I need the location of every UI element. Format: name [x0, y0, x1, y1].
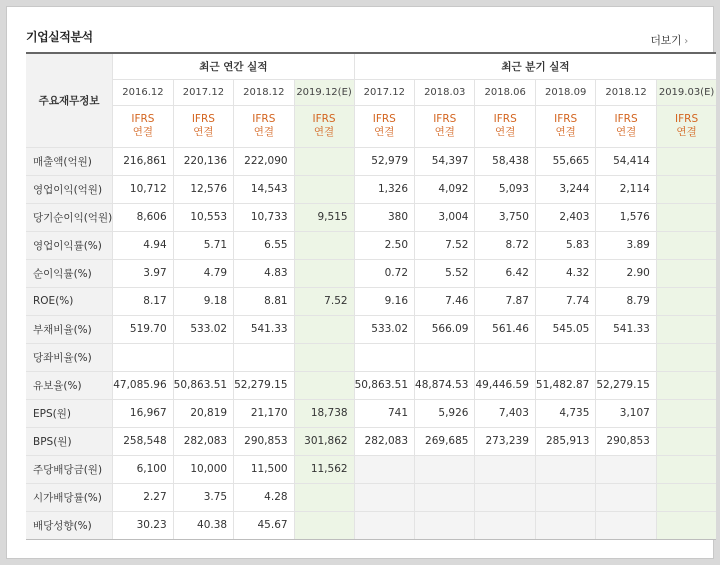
standard-ifrs-label: IFRS [252, 113, 276, 125]
annual-value-cell: 290,853 [234, 427, 294, 455]
annual-value-cell: 47,085.96 [113, 371, 173, 399]
quarter-value-cell: 8.72 [475, 231, 535, 259]
table-row [26, 175, 716, 203]
period-header-quarter: 2017.12 [354, 79, 414, 105]
annual-value-cell [294, 511, 354, 539]
accounting-standard-annual [173, 105, 233, 147]
annual-value-cell: 4.28 [234, 483, 294, 511]
quarter-value-cell [656, 287, 716, 315]
quarter-value-cell [656, 455, 716, 483]
period-header-annual: 2019.12(E) [294, 79, 354, 105]
annual-value-cell: 6,100 [113, 455, 173, 483]
quarter-value-cell [656, 259, 716, 287]
quarter-value-cell [596, 511, 656, 539]
quarter-value-cell: 3,244 [535, 175, 595, 203]
quarter-value-cell [535, 511, 595, 539]
quarter-value-cell: 4.32 [535, 259, 595, 287]
quarter-value-cell [535, 455, 595, 483]
quarter-value-cell: 2,114 [596, 175, 656, 203]
quarter-value-cell [415, 343, 475, 371]
quarter-value-cell: 49,446.59 [475, 371, 535, 399]
annual-value-cell: 2.27 [113, 483, 173, 511]
quarter-value-cell [475, 455, 535, 483]
quarter-value-cell [475, 511, 535, 539]
annual-value-cell: 11,562 [294, 455, 354, 483]
standard-ifrs-label: IFRS [372, 113, 396, 125]
quarter-value-cell: 5,926 [415, 399, 475, 427]
annual-value-cell: 10,000 [173, 455, 233, 483]
annual-value-cell: 52,279.15 [234, 371, 294, 399]
accounting-standard-annual [113, 105, 173, 147]
annual-value-cell: 4.83 [234, 259, 294, 287]
quarter-value-cell: 741 [354, 399, 414, 427]
standard-consolidated-label: 연결 [434, 126, 455, 138]
annual-value-cell: 8.81 [234, 287, 294, 315]
chevron-right-icon: › [684, 36, 688, 47]
quarter-value-cell: 7.46 [415, 287, 475, 315]
annual-value-cell [113, 343, 173, 371]
quarter-value-cell: 7,403 [475, 399, 535, 427]
quarter-value-cell [415, 511, 475, 539]
accounting-standard-annual [294, 105, 354, 147]
accounting-standard-quarter [354, 105, 414, 147]
quarter-value-cell [596, 455, 656, 483]
table-row [26, 399, 716, 427]
annual-value-cell: 8,606 [113, 203, 173, 231]
more-label[interactable]: 더보기 [650, 34, 682, 47]
group-header-row [26, 53, 716, 79]
standard-consolidated-label: 연결 [615, 126, 637, 138]
standard-consolidated-label: 연결 [313, 126, 335, 138]
standard-ifrs-label: IFRS [131, 113, 155, 125]
annual-value-cell: 12,576 [173, 175, 233, 203]
period-header-annual: 2018.12 [234, 79, 294, 105]
row-label: BPS(원) [26, 427, 113, 455]
annual-value-cell: 7.52 [294, 287, 354, 315]
quarter-value-cell [475, 483, 535, 511]
quarter-value-cell: 3,004 [415, 203, 475, 231]
quarter-group-header: 최근 분기 실적 [354, 53, 716, 79]
quarter-value-cell: 3.89 [596, 231, 656, 259]
quarter-value-cell: 5.83 [535, 231, 595, 259]
quarter-value-cell [656, 399, 716, 427]
annual-value-cell: 6.55 [234, 231, 294, 259]
table-head [26, 53, 716, 147]
annual-value-cell: 14,543 [234, 175, 294, 203]
quarter-value-cell: 7.52 [415, 231, 475, 259]
row-label: EPS(원) [26, 399, 113, 427]
annual-value-cell: 3.97 [113, 259, 173, 287]
quarter-value-cell: 561.46 [475, 315, 535, 343]
annual-value-cell [294, 483, 354, 511]
table-row [26, 147, 716, 175]
quarter-value-cell: 285,913 [535, 427, 595, 455]
annual-value-cell: 45.67 [234, 511, 294, 539]
accounting-standard-quarter [475, 105, 535, 147]
annual-value-cell [294, 315, 354, 343]
standard-consolidated-label: 연결 [676, 126, 697, 138]
quarter-value-cell [354, 511, 414, 539]
quarter-value-cell [415, 483, 475, 511]
annual-value-cell: 40.38 [173, 511, 233, 539]
quarter-value-cell: 4,735 [535, 399, 595, 427]
quarter-value-cell: 51,482.87 [535, 371, 595, 399]
standard-consolidated-label: 연결 [555, 126, 576, 138]
period-header-row [26, 79, 716, 105]
quarter-value-cell: 2.50 [354, 231, 414, 259]
annual-value-cell: 10,733 [234, 203, 294, 231]
standard-consolidated-label: 연결 [495, 126, 516, 138]
standard-ifrs-label: IFRS [614, 113, 638, 125]
quarter-value-cell: 541.33 [596, 315, 656, 343]
quarter-value-cell: 1,326 [354, 175, 414, 203]
period-header-annual: 2016.12 [113, 79, 173, 105]
annual-value-cell [234, 343, 294, 371]
more-link[interactable] [650, 32, 688, 48]
annual-value-cell: 541.33 [234, 315, 294, 343]
quarter-value-cell: 269,685 [415, 427, 475, 455]
quarter-value-cell [354, 455, 414, 483]
annual-value-cell: 30.23 [113, 511, 173, 539]
annual-value-cell [294, 343, 354, 371]
quarter-value-cell: 2.90 [596, 259, 656, 287]
annual-value-cell [294, 259, 354, 287]
period-header-quarter: 2019.03(E) [656, 79, 716, 105]
quarter-value-cell: 4,092 [415, 175, 475, 203]
row-label: 배당성향(%) [26, 511, 113, 539]
annual-value-cell: 4.79 [173, 259, 233, 287]
annual-value-cell: 222,090 [234, 147, 294, 175]
quarter-value-cell [656, 371, 716, 399]
table-row [26, 455, 716, 483]
quarter-value-cell: 50,863.51 [354, 371, 414, 399]
table-row [26, 511, 716, 539]
quarter-value-cell [535, 483, 595, 511]
standard-consolidated-label: 연결 [374, 126, 395, 138]
quarter-value-cell [656, 203, 716, 231]
annual-value-cell: 519.70 [113, 315, 173, 343]
quarter-value-cell: 9.16 [354, 287, 414, 315]
accounting-standard-quarter [596, 105, 656, 147]
row-label: 시가배당률(%) [26, 483, 113, 511]
table-row [26, 259, 716, 287]
row-label: 순이익률(%) [26, 259, 113, 287]
quarter-value-cell [535, 343, 595, 371]
quarter-value-cell: 5.52 [415, 259, 475, 287]
quarter-value-cell: 282,083 [354, 427, 414, 455]
table-row [26, 371, 716, 399]
annual-value-cell: 301,862 [294, 427, 354, 455]
quarter-value-cell [656, 343, 716, 371]
period-header-quarter: 2018.12 [596, 79, 656, 105]
row-label: 유보율(%) [26, 371, 113, 399]
standard-ifrs-label: IFRS [191, 113, 215, 125]
row-label: 매출액(억원) [26, 147, 113, 175]
table-row [26, 315, 716, 343]
quarter-value-cell: 54,397 [415, 147, 475, 175]
annual-value-cell [173, 343, 233, 371]
annual-value-cell [294, 147, 354, 175]
quarter-value-cell: 273,239 [475, 427, 535, 455]
row-label: 영업이익률(%) [26, 231, 113, 259]
standard-ifrs-label: IFRS [675, 113, 699, 125]
annual-value-cell: 5.71 [173, 231, 233, 259]
annual-group-header: 최근 연간 실적 [113, 53, 354, 79]
table-row [26, 343, 716, 371]
table-row [26, 231, 716, 259]
annual-value-cell: 11,500 [234, 455, 294, 483]
standard-consolidated-label: 연결 [253, 126, 274, 138]
annual-value-cell: 282,083 [173, 427, 233, 455]
annual-value-cell: 20,819 [173, 399, 233, 427]
annual-value-cell: 9.18 [173, 287, 233, 315]
quarter-value-cell: 8.79 [596, 287, 656, 315]
accounting-standard-annual [234, 105, 294, 147]
quarter-value-cell [354, 483, 414, 511]
row-label: 주당배당금(원) [26, 455, 113, 483]
annual-value-cell: 16,967 [113, 399, 173, 427]
annual-value-cell: 258,548 [113, 427, 173, 455]
quarter-value-cell: 58,438 [475, 147, 535, 175]
quarter-value-cell [596, 343, 656, 371]
quarter-value-cell: 55,665 [535, 147, 595, 175]
row-label: ROE(%) [26, 287, 113, 315]
period-header-quarter: 2018.03 [415, 79, 475, 105]
table-row [26, 287, 716, 315]
row-label: 부채비율(%) [26, 315, 113, 343]
financial-table [26, 52, 716, 540]
quarter-value-cell: 0.72 [354, 259, 414, 287]
quarter-value-cell [656, 483, 716, 511]
row-label: 당좌비율(%) [26, 343, 113, 371]
quarter-value-cell: 54,414 [596, 147, 656, 175]
table-row [26, 203, 716, 231]
quarter-value-cell: 48,874.53 [415, 371, 475, 399]
quarter-value-cell [415, 455, 475, 483]
standard-header-row [26, 105, 716, 147]
table-row [26, 483, 716, 511]
annual-value-cell [294, 371, 354, 399]
quarter-value-cell [596, 483, 656, 511]
quarter-value-cell [656, 231, 716, 259]
quarter-value-cell [354, 343, 414, 371]
annual-value-cell: 21,170 [234, 399, 294, 427]
quarter-value-cell: 533.02 [354, 315, 414, 343]
standard-consolidated-label: 연결 [132, 126, 154, 138]
annual-value-cell: 10,553 [173, 203, 233, 231]
period-header-quarter: 2018.09 [535, 79, 595, 105]
quarter-value-cell: 52,279.15 [596, 371, 656, 399]
period-header-annual: 2017.12 [173, 79, 233, 105]
quarter-value-cell: 3,107 [596, 399, 656, 427]
quarter-value-cell: 3,750 [475, 203, 535, 231]
accounting-standard-quarter [656, 105, 716, 147]
annual-value-cell: 220,136 [173, 147, 233, 175]
quarter-value-cell: 52,979 [354, 147, 414, 175]
annual-value-cell: 9,515 [294, 203, 354, 231]
annual-value-cell: 50,863.51 [173, 371, 233, 399]
annual-value-cell: 10,712 [113, 175, 173, 203]
annual-value-cell: 4.94 [113, 231, 173, 259]
quarter-value-cell: 5,093 [475, 175, 535, 203]
period-header-quarter: 2018.06 [475, 79, 535, 105]
row-header-label: 주요재무정보 [26, 53, 113, 147]
standard-consolidated-label: 연결 [193, 126, 214, 138]
annual-value-cell: 18,738 [294, 399, 354, 427]
quarter-value-cell: 6.42 [475, 259, 535, 287]
quarter-value-cell: 2,403 [535, 203, 595, 231]
table-row [26, 427, 716, 455]
annual-value-cell [294, 231, 354, 259]
quarter-value-cell: 7.74 [535, 287, 595, 315]
section-title: 기업실적분석 [26, 30, 93, 44]
standard-ifrs-label: IFRS [312, 113, 336, 125]
quarter-value-cell [656, 427, 716, 455]
quarter-value-cell [656, 511, 716, 539]
quarter-value-cell [656, 147, 716, 175]
row-label: 당기순이익(억원) [26, 203, 113, 231]
quarter-value-cell: 290,853 [596, 427, 656, 455]
quarter-value-cell: 7.87 [475, 287, 535, 315]
annual-value-cell [294, 175, 354, 203]
standard-ifrs-label: IFRS [433, 113, 457, 125]
annual-value-cell: 533.02 [173, 315, 233, 343]
accounting-standard-quarter [415, 105, 475, 147]
quarter-value-cell: 545.05 [535, 315, 595, 343]
standard-ifrs-label: IFRS [493, 113, 517, 125]
annual-value-cell: 8.17 [113, 287, 173, 315]
quarter-value-cell: 1,576 [596, 203, 656, 231]
annual-value-cell: 216,861 [113, 147, 173, 175]
table-body [26, 147, 716, 539]
quarter-value-cell: 380 [354, 203, 414, 231]
quarter-value-cell [656, 315, 716, 343]
annual-value-cell: 3.75 [173, 483, 233, 511]
accounting-standard-quarter [535, 105, 595, 147]
standard-ifrs-label: IFRS [554, 113, 578, 125]
row-label: 영업이익(억원) [26, 175, 113, 203]
quarter-value-cell: 566.09 [415, 315, 475, 343]
quarter-value-cell [475, 343, 535, 371]
quarter-value-cell [656, 175, 716, 203]
